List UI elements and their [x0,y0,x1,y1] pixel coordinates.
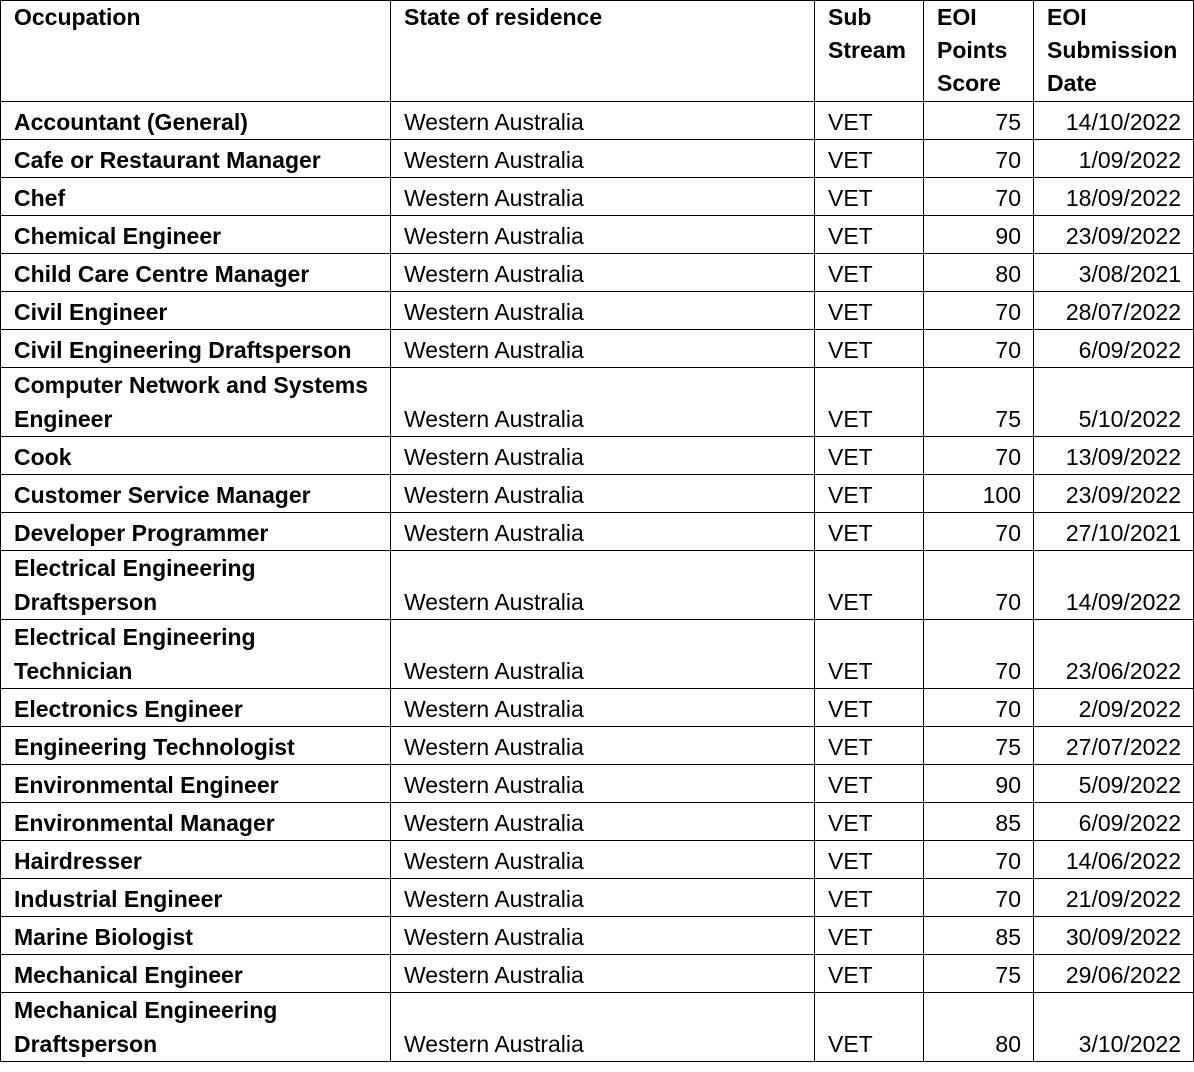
cell-date: 21/09/2022 [1034,879,1194,917]
cell-date: 14/10/2022 [1034,102,1194,140]
cell-points: 75 [924,368,1034,437]
cell-occupation: Chef [1,178,391,216]
cell-date: 3/08/2021 [1034,254,1194,292]
table-row [1,727,1194,765]
header-row [1,1,1194,102]
table-row [1,620,1194,689]
cell-points: 70 [924,178,1034,216]
cell-occupation: Electrical Engineering Draftsperson [1,551,391,620]
cell-date: 6/09/2022 [1034,330,1194,368]
cell-sub-stream: VET [815,292,924,330]
cell-state: Western Australia [391,102,815,140]
cell-state: Western Australia [391,727,815,765]
cell-occupation: Industrial Engineer [1,879,391,917]
cell-occupation: Developer Programmer [1,513,391,551]
table-row [1,993,1194,1062]
table-row [1,292,1194,330]
cell-sub-stream: VET [815,330,924,368]
table-row [1,102,1194,140]
cell-state: Western Australia [391,437,815,475]
cell-occupation: Environmental Manager [1,803,391,841]
header-occupation: Occupation [1,1,391,102]
cell-state: Western Australia [391,368,815,437]
cell-occupation: Marine Biologist [1,917,391,955]
cell-state: Western Australia [391,620,815,689]
cell-date: 3/10/2022 [1034,993,1194,1062]
cell-sub-stream: VET [815,917,924,955]
cell-occupation: Civil Engineer [1,292,391,330]
cell-sub-stream: VET [815,551,924,620]
cell-points: 70 [924,330,1034,368]
table-row [1,551,1194,620]
table-row [1,513,1194,551]
cell-points: 70 [924,620,1034,689]
cell-state: Western Australia [391,292,815,330]
cell-sub-stream: VET [815,727,924,765]
cell-occupation: Child Care Centre Manager [1,254,391,292]
cell-state: Western Australia [391,330,815,368]
cell-state: Western Australia [391,765,815,803]
cell-sub-stream: VET [815,841,924,879]
cell-sub-stream: VET [815,879,924,917]
cell-points: 100 [924,475,1034,513]
cell-occupation: Engineering Technologist [1,727,391,765]
cell-state: Western Australia [391,917,815,955]
cell-state: Western Australia [391,803,815,841]
table-row [1,841,1194,879]
header-sub-stream: Sub Stream [815,1,924,102]
cell-state: Western Australia [391,216,815,254]
cell-occupation: Electrical Engineering Technician [1,620,391,689]
cell-state: Western Australia [391,993,815,1062]
cell-occupation: Mechanical Engineer [1,955,391,993]
table-row [1,178,1194,216]
cell-state: Western Australia [391,955,815,993]
table-row [1,475,1194,513]
cell-points: 90 [924,216,1034,254]
cell-date: 14/09/2022 [1034,551,1194,620]
cell-sub-stream: VET [815,803,924,841]
cell-date: 30/09/2022 [1034,917,1194,955]
cell-sub-stream: VET [815,216,924,254]
cell-occupation: Cafe or Restaurant Manager [1,140,391,178]
cell-points: 75 [924,955,1034,993]
cell-occupation: Chemical Engineer [1,216,391,254]
cell-date: 5/10/2022 [1034,368,1194,437]
cell-state: Western Australia [391,689,815,727]
cell-date: 23/09/2022 [1034,475,1194,513]
cell-points: 70 [924,513,1034,551]
table-header [1,1,1194,102]
cell-sub-stream: VET [815,475,924,513]
cell-occupation: Computer Network and Systems Engineer [1,368,391,437]
cell-occupation: Electronics Engineer [1,689,391,727]
cell-occupation: Hairdresser [1,841,391,879]
cell-points: 70 [924,879,1034,917]
cell-state: Western Australia [391,140,815,178]
table-row [1,765,1194,803]
cell-points: 70 [924,140,1034,178]
cell-date: 18/09/2022 [1034,178,1194,216]
cell-sub-stream: VET [815,620,924,689]
cell-date: 14/06/2022 [1034,841,1194,879]
cell-date: 23/06/2022 [1034,620,1194,689]
cell-occupation: Environmental Engineer [1,765,391,803]
cell-state: Western Australia [391,841,815,879]
table-row [1,437,1194,475]
table-row [1,689,1194,727]
table-row [1,368,1194,437]
table-row [1,955,1194,993]
table-body [1,102,1194,1062]
cell-state: Western Australia [391,879,815,917]
cell-date: 2/09/2022 [1034,689,1194,727]
cell-points: 85 [924,803,1034,841]
header-state: State of residence [391,1,815,102]
table-row [1,216,1194,254]
table-row [1,879,1194,917]
cell-sub-stream: VET [815,437,924,475]
cell-points: 70 [924,437,1034,475]
cell-state: Western Australia [391,551,815,620]
cell-points: 70 [924,841,1034,879]
cell-sub-stream: VET [815,140,924,178]
cell-date: 27/07/2022 [1034,727,1194,765]
cell-points: 75 [924,727,1034,765]
cell-occupation: Civil Engineering Draftsperson [1,330,391,368]
cell-sub-stream: VET [815,993,924,1062]
cell-points: 85 [924,917,1034,955]
cell-points: 90 [924,765,1034,803]
cell-occupation: Cook [1,437,391,475]
table-row [1,254,1194,292]
cell-date: 27/10/2021 [1034,513,1194,551]
cell-date: 13/09/2022 [1034,437,1194,475]
cell-sub-stream: VET [815,765,924,803]
cell-sub-stream: VET [815,689,924,727]
cell-occupation: Mechanical Engineering Draftsperson [1,993,391,1062]
cell-points: 75 [924,102,1034,140]
cell-points: 80 [924,993,1034,1062]
cell-sub-stream: VET [815,254,924,292]
table-row [1,917,1194,955]
cell-state: Western Australia [391,513,815,551]
cell-occupation: Accountant (General) [1,102,391,140]
cell-sub-stream: VET [815,178,924,216]
cell-points: 70 [924,689,1034,727]
header-points: EOI Points Score [924,1,1034,102]
cell-date: 6/09/2022 [1034,803,1194,841]
cell-date: 23/09/2022 [1034,216,1194,254]
cell-points: 70 [924,551,1034,620]
table-row [1,803,1194,841]
cell-state: Western Australia [391,178,815,216]
cell-date: 28/07/2022 [1034,292,1194,330]
cell-state: Western Australia [391,254,815,292]
cell-state: Western Australia [391,475,815,513]
cell-points: 70 [924,292,1034,330]
cell-sub-stream: VET [815,513,924,551]
header-date: EOI Submission Date [1034,1,1194,102]
table-row [1,140,1194,178]
cell-sub-stream: VET [815,955,924,993]
cell-occupation: Customer Service Manager [1,475,391,513]
cell-date: 1/09/2022 [1034,140,1194,178]
table-row [1,330,1194,368]
cell-date: 29/06/2022 [1034,955,1194,993]
cell-date: 5/09/2022 [1034,765,1194,803]
cell-sub-stream: VET [815,102,924,140]
cell-points: 80 [924,254,1034,292]
cell-sub-stream: VET [815,368,924,437]
